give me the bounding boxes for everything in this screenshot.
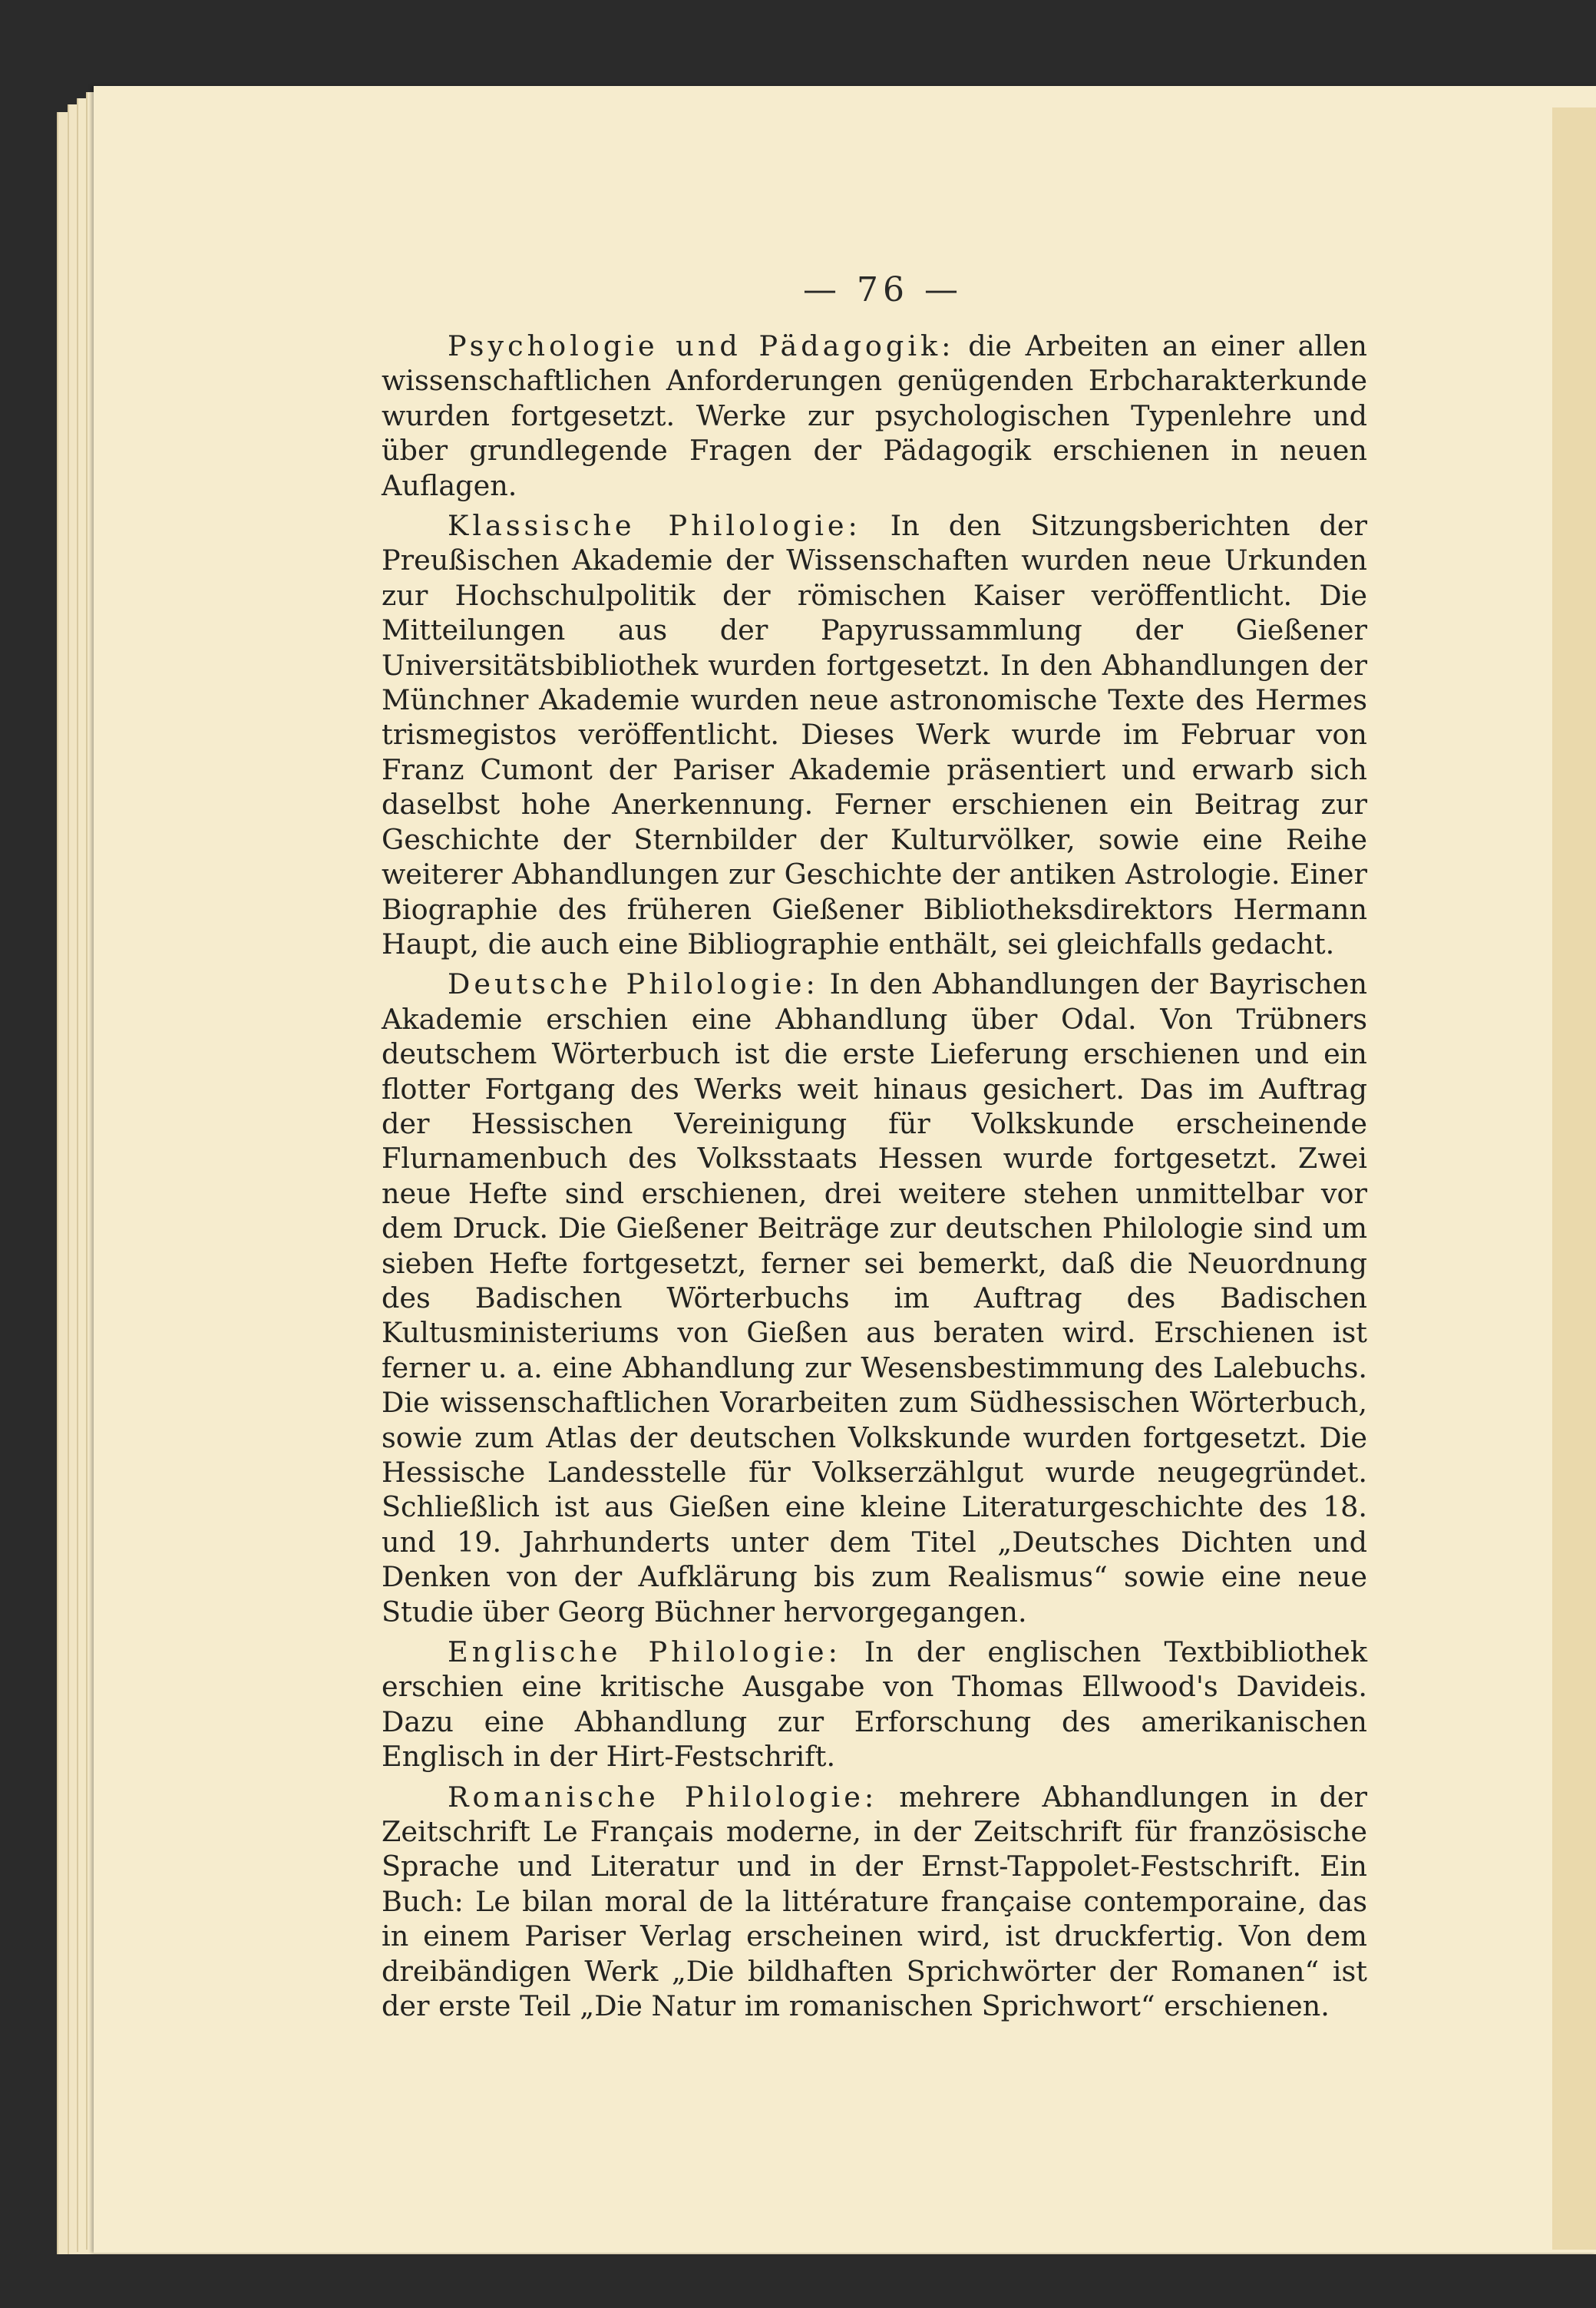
section-body: mehrere Abhandlungen in der Zeitschrift Le Français moderne, in der Zeitschrift für französische Sprache und Literatur und in der Ernst-Tappolet-Festschrift. Ein Buch: Le bilan moral de la littérature française contemporaine, das in einem Pariser Verlag erscheinen wird, ist druckfertig. Von dem dreibändigen Werk „Die bildhaften Sprichwörter der Romanen“ ist der erste Teil „Die Natur im romanischen Sprichwort“ erschienen. <box>382 1780 1367 2023</box>
section-psychologie <box>382 329 1367 503</box>
page-text <box>382 329 1367 2029</box>
section-englische-philologie <box>382 1635 1367 1774</box>
section-body: die Arbeiten an einer allen wissenschaftlichen Anforderungen genügenden Erbcharakterkunde wurden fortgesetzt. Werke zur psychologischen Typenlehre und über grundlegende Fragen der Pädagogik erschienen in neuen Auflagen. <box>382 329 1367 502</box>
page-number: — 76 — <box>803 270 963 309</box>
section-heading: Romanische Philologie: <box>448 1780 878 1814</box>
section-romanische-philologie <box>382 1780 1367 2024</box>
section-body: In den Sitzungsberichten der Preußischen Akademie der Wissenschaften wurden neue Urkunden zur Hochschulpolitik der römischen Kaiser veröffentlicht. Die Mitteilungen aus der Papyrussammlung der Gießener Universitätsbibliothek wurden fortgesetzt. In den Abhandlungen der Münchner Akademie wurden neue astronomische Texte des Hermes trismegistos veröffentlicht. Dieses Werk wurde im Februar von Franz Cumont der Pariser Akademie präsentiert und erwarb sich daselbst hohe Anerkennung. Ferner erschienen ein Beitrag zur Geschichte der Sternbilder der Kulturvölker, sowie eine Reihe weiterer Abhandlungen zur Geschichte der antiken Astrologie. Einer Biographie des früheren Gießener Bibliotheksdirektors Hermann Haupt, die auch eine Bibliographie enthält, sei gleichfalls gedacht. <box>382 509 1367 961</box>
section-body: In den Abhandlungen der Bayrischen Akademie erschien eine Abhandlung über Odal. Von Trübners deutschem Wörterbuch ist die erste Lieferung erschienen und ein flotter Fortgang des Werks weit hinaus gesichert. Das im Auftrag der Hessischen Vereinigung für Volkskunde erscheinende Flurnamenbuch des Volksstaats Hessen wurde fortgesetzt. Zwei neue Hefte sind erschienen, drei weitere stehen unmittelbar vor dem Druck. Die Gießener Beiträge zur deutschen Philologie sind um sieben Hefte fortgesetzt, ferner sei bemerkt, daß die Neuordnung des Badischen Wörterbuchs im Auftrag des Badischen Kultusministeriums von Gießen aus beraten wird. Erschienen ist ferner u. a. eine Abhandlung zur Wesensbestimmung des Lalebuchs. Die wissenschaftlichen Vorarbeiten zum Südhessischen Wörterbuch, sowie zum Atlas der deutschen Volkskunde wurden fortgesetzt. Die Hessische Landesstelle für Volkserzählgut wurde neugegründet. Schließlich ist aus Gießen eine kleine Literaturgeschichte des 18. und 19. Jahrhunderts unter dem Titel „Deutsches Dichten und Denken von der Aufklärung bis zum Realismus“ sowie eine neue Studie über Georg Büchner hervorgegangen. <box>382 967 1367 1628</box>
section-klassische-philologie <box>382 508 1367 961</box>
section-heading: Englische Philologie: <box>448 1635 841 1669</box>
section-heading: Deutsche Philologie: <box>448 967 819 1001</box>
section-heading: Klassische Philologie: <box>448 509 861 543</box>
next-page-edge <box>1552 107 1596 2250</box>
section-body: In der englischen Textbibliothek erschien eine kritische Ausgabe von Thomas Ellwood's Davideis. Dazu eine Abhandlung zur Erforschung des amerikanischen Englisch in der Hirt-Festschrift. <box>382 1635 1367 1774</box>
section-deutsche-philologie <box>382 967 1367 1629</box>
section-heading: Psychologie und Pädagogik: <box>448 329 955 362</box>
